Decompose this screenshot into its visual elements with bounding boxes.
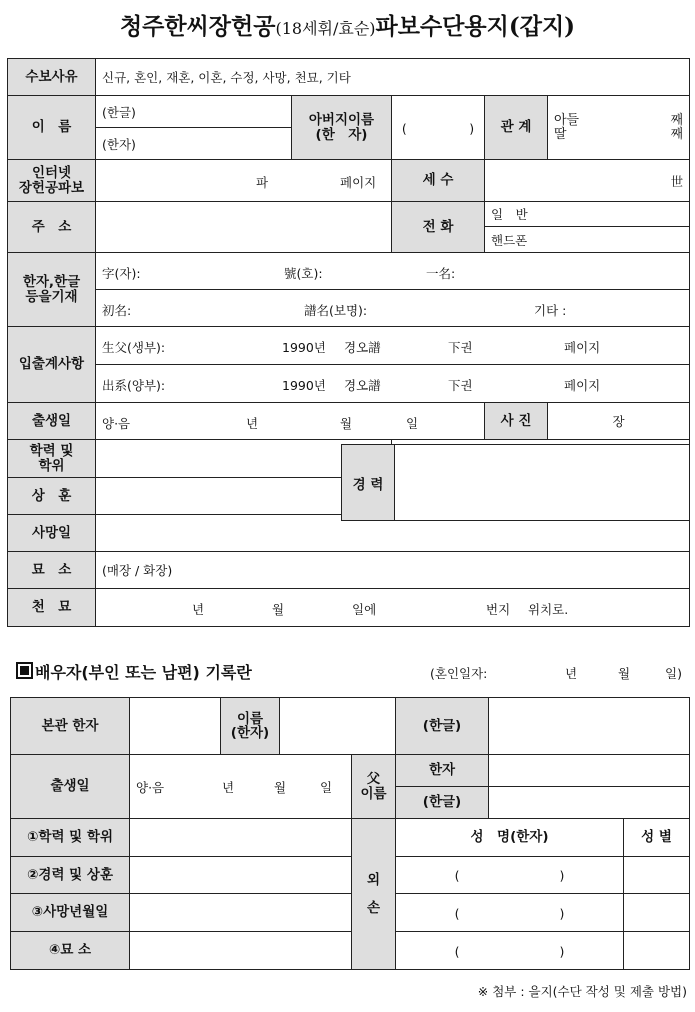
lineage-book-text: 경오譜	[344, 340, 381, 355]
father-name-label: 아버지이름 (한 자)	[292, 96, 392, 160]
day-text: 일에	[352, 602, 377, 617]
month-text: 월	[274, 780, 287, 795]
spouse-grave-field[interactable]	[130, 932, 352, 970]
lineage-vol-text: 下권	[448, 378, 473, 393]
grandchild-name-header: 성 명(한자)	[396, 819, 624, 857]
day-text: 일	[406, 416, 419, 431]
month-text: 월	[272, 602, 285, 617]
award-label: 상 훈	[8, 478, 96, 515]
relation-label: 관 계	[485, 96, 548, 160]
attachment-footnote: ※ 첨부 : 을지(수단 작성 및 제출 방법)	[477, 984, 687, 999]
lineage-label: 입출계사항	[8, 327, 96, 403]
spouse-death-field[interactable]	[130, 894, 352, 932]
spouse-education-field[interactable]	[130, 819, 352, 857]
spouse-name-label: 이름 (한자)	[221, 698, 280, 755]
spouse-father-hangul-label: (한글)	[396, 787, 489, 819]
spouse-father-hanja-field[interactable]	[489, 755, 690, 787]
main-form-table	[7, 58, 690, 627]
grave-field[interactable]: (매장 / 화장)	[96, 552, 690, 589]
internet-label: 인터넷 장헌공파보	[8, 160, 96, 202]
day-text: 일	[320, 780, 333, 795]
spouse-career-field[interactable]	[130, 857, 352, 894]
origin-label: 본관 한자	[11, 698, 130, 755]
reason-options[interactable]: 신규, 혼인, 재혼, 이혼, 수정, 사망, 천묘, 기타	[96, 59, 690, 96]
name-hangul-field[interactable]: (한글)	[96, 96, 292, 128]
calendar-text: 양·음	[136, 780, 165, 795]
spouse-hangul-label: (한글)	[396, 698, 489, 755]
birth-field[interactable]	[96, 403, 485, 440]
year-text: 년	[192, 602, 205, 617]
month-text: 월	[340, 416, 353, 431]
phone-label: 전 화	[392, 202, 485, 253]
grandchild-gender-field[interactable]	[624, 894, 690, 932]
ja-text: 字(자):	[102, 266, 141, 281]
spouse-father-label: 父 이름	[352, 755, 396, 819]
calendar-text: 양·음	[102, 416, 131, 431]
relation-field[interactable]: 아들 째 딸 째	[548, 96, 690, 160]
ilmyeong-text: 一名:	[426, 266, 456, 281]
bomyeong-text: 譜名(보명):	[304, 303, 368, 318]
name-label: 이 름	[8, 96, 96, 160]
lot-text: 번지	[486, 602, 511, 617]
grandchild-name-field[interactable]: ( )	[396, 857, 624, 894]
career-block	[341, 444, 689, 521]
grandchild-name-field[interactable]: ( )	[396, 894, 624, 932]
career-label: 경 력	[342, 445, 395, 520]
spouse-death-label: ③사망년월일	[11, 894, 130, 932]
grandchild-gender-field[interactable]	[624, 857, 690, 894]
etc-text: 기타 :	[534, 303, 567, 318]
grandchild-gender-header: 성 별	[624, 819, 690, 857]
spouse-birth-field[interactable]	[130, 755, 352, 819]
generation-label: 세 수	[392, 160, 485, 202]
pa-text: 파	[256, 175, 269, 190]
spouse-section-title: 배우자(부인 또는 남편) 기록란	[16, 660, 252, 683]
extra-names-row1[interactable]	[96, 253, 690, 290]
address-label: 주 소	[8, 202, 96, 253]
death-label: 사망일	[8, 515, 96, 552]
education-label: 학력 및 학위	[8, 440, 96, 478]
grandchild-label: 외 손	[352, 819, 396, 970]
ho-text: 號(호):	[284, 266, 323, 281]
adopted-father-text: 出系(양부):	[102, 378, 166, 393]
name-hanja-field[interactable]: (한자)	[96, 128, 292, 160]
spouse-father-hanja-label: 한자	[396, 755, 489, 787]
spouse-hanja-field[interactable]	[280, 698, 396, 755]
form-title: 청주한씨장헌공(18세휘/효순)파보수단용지(갑지)	[119, 13, 576, 40]
reburial-label: 천 묘	[8, 589, 96, 627]
lineage-row1[interactable]	[96, 327, 690, 365]
reburial-field[interactable]	[96, 589, 690, 627]
phone-mobile-field[interactable]: 핸드폰	[485, 227, 690, 253]
spouse-birth-label: 출생일	[11, 755, 130, 819]
grave-label: 묘 소	[8, 552, 96, 589]
lineage-vol-text: 下권	[448, 340, 473, 355]
internet-field[interactable]	[96, 160, 392, 202]
position-text: 위치로.	[528, 602, 569, 617]
extra-names-row2[interactable]	[96, 290, 690, 327]
lineage-row2[interactable]	[96, 365, 690, 403]
spouse-table	[10, 697, 690, 970]
spouse-father-hangul-field[interactable]	[489, 787, 690, 819]
grandchild-gender-field[interactable]	[624, 932, 690, 970]
photo-field[interactable]: 장	[548, 403, 690, 440]
grandchild-name-field[interactable]: ( )	[396, 932, 624, 970]
lineage-book-text: 경오譜	[344, 378, 381, 393]
lineage-page-text: 페이지	[564, 340, 601, 355]
extra-names-label: 한자,한글 등을기재	[8, 253, 96, 327]
spouse-education-label: ①학력 및 학위	[11, 819, 130, 857]
page-text: 페이지	[340, 175, 377, 190]
origin-field[interactable]	[130, 698, 221, 755]
lineage-year-text: 1990년	[282, 340, 326, 355]
filled-square-icon	[16, 662, 33, 679]
photo-label: 사 진	[485, 403, 548, 440]
chomyeong-text: 初名:	[102, 303, 132, 318]
reason-label: 수보사유	[8, 59, 96, 96]
birth-label: 출생일	[8, 403, 96, 440]
year-text: 년	[246, 416, 259, 431]
address-field[interactable]	[96, 202, 392, 253]
lineage-year-text: 1990년	[282, 378, 326, 393]
phone-general-field[interactable]: 일 반	[485, 202, 690, 227]
spouse-grave-label: ④묘 소	[11, 932, 130, 970]
year-text: 년	[222, 780, 235, 795]
generation-field[interactable]: 世	[485, 160, 690, 202]
lineage-page-text: 페이지	[564, 378, 601, 393]
father-name-field[interactable]: ( )	[392, 96, 485, 160]
spouse-hangul-field[interactable]	[489, 698, 690, 755]
career-field[interactable]	[395, 445, 689, 520]
birth-father-text: 生父(생부):	[102, 340, 166, 355]
spouse-career-label: ②경력 및 상훈	[11, 857, 130, 894]
